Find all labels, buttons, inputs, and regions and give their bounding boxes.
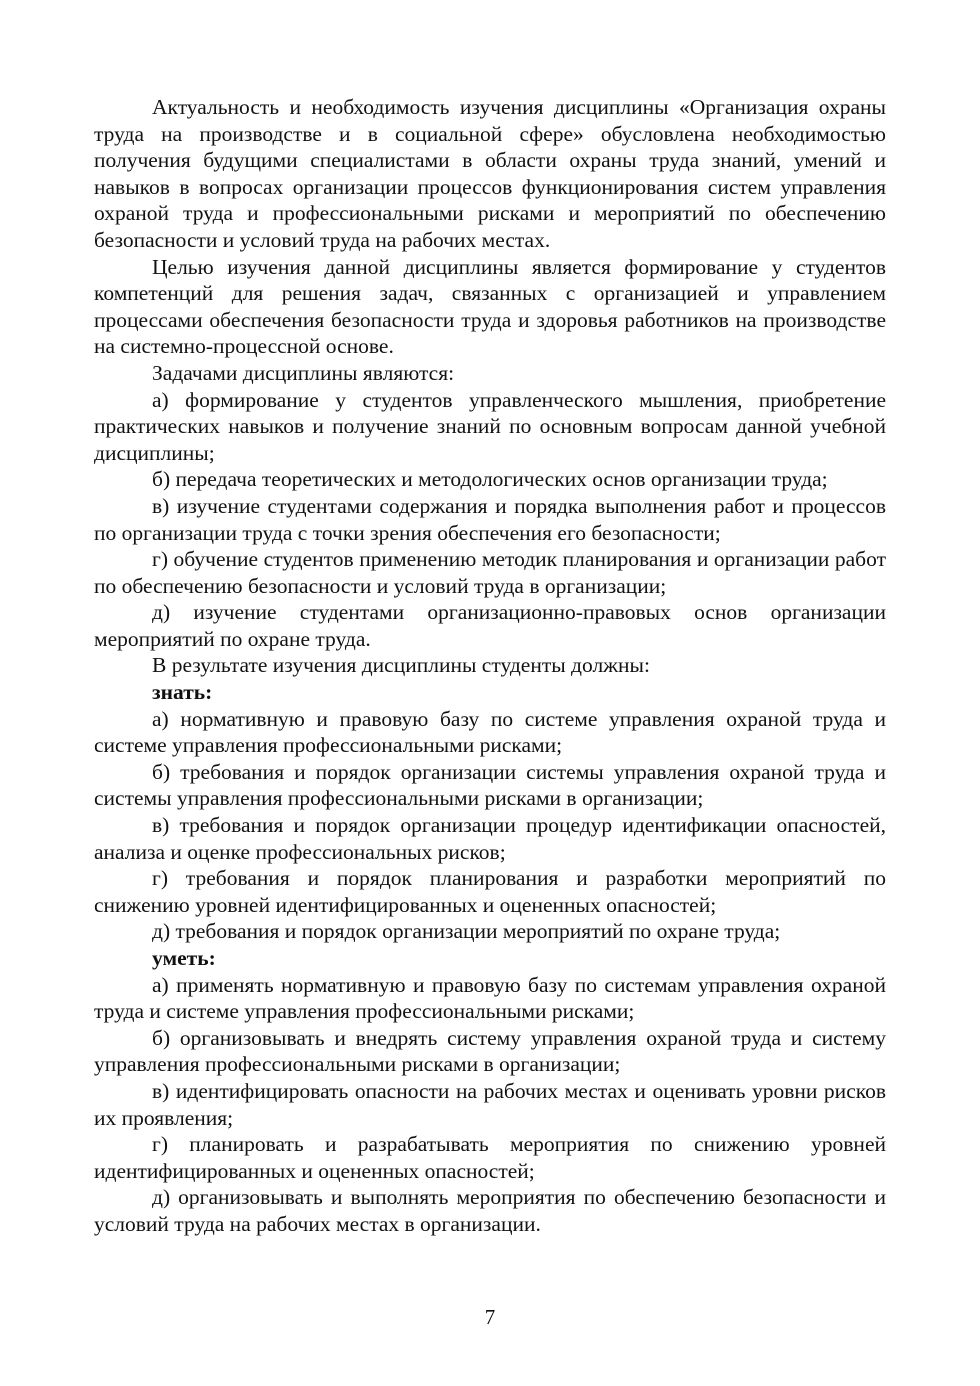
page-body: [94, 94, 886, 1238]
tasks-intro: Задачами дисциплины являются:: [152, 360, 455, 385]
know-item-v: в) требования и порядок организации процедур идентификации опасностей, анализа и оценке профессиональных рисков;: [94, 813, 886, 864]
outcomes-intro: В результате изучения дисциплины студенты должны:: [152, 653, 650, 678]
task-item-a: а) формирование у студентов управленческого мышления, приобретение практических навыков и получение знаний по основным вопросам данной учебной дисциплины;: [94, 387, 886, 465]
know-heading: знать:: [152, 680, 213, 705]
can-item-b: б) организовывать и внедрять систему управления охраной труда и систему управления профессиональными рисками в организации;: [94, 1025, 886, 1077]
task-item-d: д) изучение студентами организационно-правовых основ организации мероприятий по охране труда.: [94, 600, 886, 651]
goal-paragraph: Целью изучения данной дисциплины является формирование у студентов компетенций для решения задач, связанных с организацией и управлением процессами обеспечения безопасности труда и здоровья работников на производстве на системно-процессной основе.: [94, 254, 886, 359]
can-item-a: а) применять нормативную и правовую базу по системам управления охраной труда и системе управления профессиональными рисками;: [94, 972, 886, 1024]
know-item-a: а) нормативную и правовую базу по системе управления охраной труда и системе управления профессиональными рисками;: [94, 706, 886, 758]
can-item-g: г) планировать и разрабатывать мероприятия по снижению уровней идентифицированных и оцененных опасностей;: [94, 1132, 886, 1183]
task-item-b: б) передача теоретических и методологических основ организации труда;: [152, 467, 828, 492]
page-number: 7: [484, 1305, 496, 1329]
can-item-d: д) организовывать и выполнять мероприятия по обеспечению безопасности и условий труда на рабочих местах в организации.: [94, 1185, 886, 1236]
task-item-v: в) изучение студентами содержания и порядка выполнения работ и процессов по организации труда с точки зрения обеспечения его безопасности;: [94, 493, 886, 545]
relevance-paragraph: Актуальность и необходимость изучения дисциплины «Организация охраны труда на производстве и в социальной сфере» обусловлена необходимостью получения будущими специалистами в области охраны труда знаний, умений и навыков в вопросах организации процессов функционирования систем управления охраной труда и профессиональными рисками и мероприятий по обеспечению безопасности и условий труда на рабочих местах.: [94, 95, 886, 252]
know-item-d: д) требования и порядок организации мероприятий по охране труда;: [152, 919, 781, 944]
can-item-v: в) идентифицировать опасности на рабочих местах и оценивать уровни рисков их проявления;: [94, 1078, 886, 1130]
know-item-b: б) требования и порядок организации системы управления охраной труда и системы управления профессиональными рисками в организации;: [94, 759, 886, 811]
task-item-g: г) обучение студентов применению методик планирования и организации работ по обеспечению безопасности и условий труда в организации;: [94, 547, 886, 598]
know-item-g: г) требования и порядок планирования и разработки мероприятий по снижению уровней идентифицированных и оцененных опасностей;: [94, 866, 886, 917]
can-heading: уметь:: [152, 946, 216, 970]
